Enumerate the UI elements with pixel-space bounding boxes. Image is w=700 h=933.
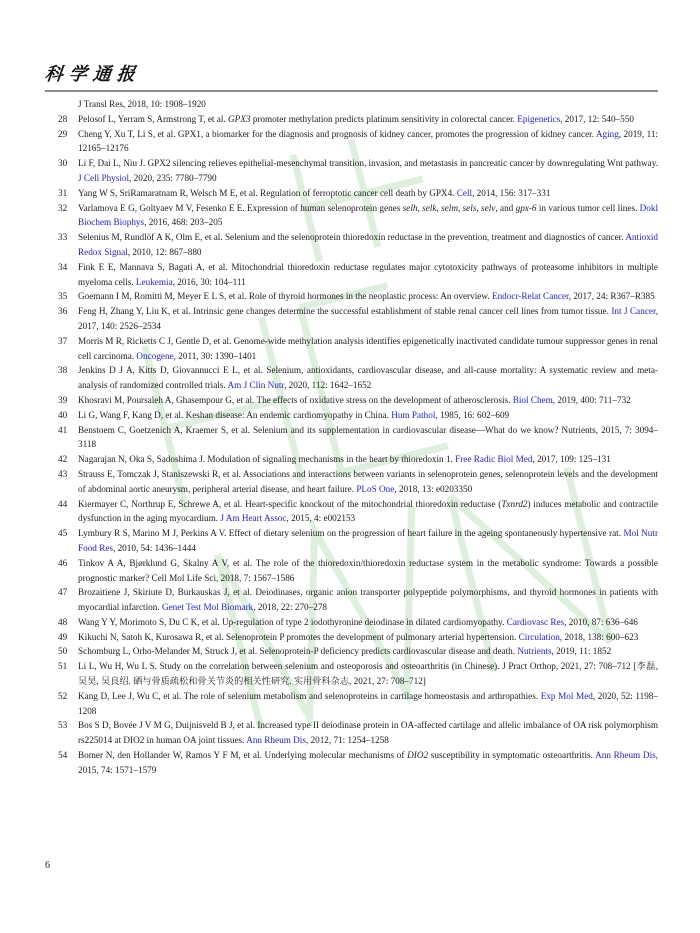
reference-text: , 2012, 71: 1254–1258 — [305, 735, 389, 746]
reference-item — [45, 526, 658, 556]
gene-name-italic: sels — [462, 202, 477, 213]
reference-text: Strauss E, Tomczak J, Staniszewski R, et al. Associations and interactions between variants in selenoprotein genes, selenoprotein levels and the development of abdominal aortic aneurysm, peripheral arterial disease, and heart failure. — [78, 468, 658, 494]
reference-number: 30 — [58, 158, 68, 169]
reference-number: 41 — [58, 424, 68, 435]
reference-text: Brozaitiene J, Skiriute D, Burkauskas J, et al. Deiodinases, organic anion transporter polypeptide polymorphisms, and thyroid hormones in patients with myocardial infarction. — [78, 587, 658, 613]
gene-name-italic: GPX3 — [227, 113, 251, 124]
reference-text: , — [436, 202, 442, 213]
reference-item — [45, 467, 658, 497]
reference-text: , 2018, 138: 600–623 — [559, 631, 639, 642]
reference-text: Feng H, Zhang Y, Liu K, et al. Intrinsic gene changes determine the successful establishment of stable renal cancer cell lines from tumor tissue. — [78, 306, 612, 317]
reference-item — [45, 585, 658, 615]
reference-item — [45, 644, 658, 659]
reference-text: , 2014, 156: 317–331 — [472, 187, 551, 198]
reference-text: , 2018, 22: 270–278 — [253, 602, 328, 613]
reference-text: , 2020, 52: 1198–1208 — [78, 690, 658, 716]
journal-link[interactable]: Leukemia — [135, 276, 173, 287]
reference-item — [45, 748, 658, 778]
journal-link[interactable]: Int J Cancer — [611, 306, 656, 317]
reference-text: Li L, Wu H, Wu L S. Study on the correlation between selenium and osteoporosis and osteoarthritis (in Chinese). J Pract Orthop, 2021, 27: 708–712 [李磊, 吴昊, 吴良绍. 硒与骨质疏松和骨关节炎的相关性研究. 实用骨科杂志, 2021, 27: 708–712] — [78, 661, 658, 687]
reference-text: Kang D, Lee J, Wu C, et al. The role of selenium metabolism and selenoproteins in cartilage homeostasis and arthropathies. — [78, 690, 541, 701]
journal-link[interactable]: Ann Rheum Dis — [595, 750, 656, 761]
journal-link[interactable]: Dokl Biochem Biophys — [78, 202, 659, 228]
reference-text: , 2015, 4: e002153 — [286, 513, 356, 524]
reference-number: 35 — [58, 291, 68, 302]
reference-number: 49 — [58, 631, 68, 642]
reference-text: , 2010, 12: 867–880 — [127, 246, 202, 257]
journal-link[interactable]: Free Radic Biol Med — [455, 454, 533, 465]
journal-link[interactable]: J Am Heart Assoc — [220, 513, 287, 524]
reference-item — [45, 112, 658, 127]
reference-text: Bos S D, Bovée J V M G, Duijnisveld B J, et al. Increased type II deiodinase protein in OA-affected cartilage and allelic imbalance of OA risk polymorphism rs225014 at DIO2 in human OA joint tissues. — [78, 720, 658, 746]
reference-item — [45, 689, 658, 719]
reference-number: 29 — [58, 128, 68, 139]
reference-number: 33 — [58, 232, 68, 243]
reference-text: Khosravi M, Poursaleh A, Ghasempour G, et al. The effects of oxidative stress on the development of atherosclerosis. — [78, 394, 513, 405]
reference-text: , 2016, 468: 203–205 — [144, 217, 223, 228]
reference-text: Li F, Dai L, Niu J. GPX2 silencing relieves epithelial-mesenchymal transition, invasion, and metastasis in pancreatic cancer by downregulating Wnt pathway. — [78, 158, 658, 169]
reference-text: , 2019, 400: 711–732 — [552, 394, 631, 405]
reference-item — [45, 718, 658, 748]
reference-item — [45, 452, 658, 467]
reference-number: 48 — [58, 616, 68, 627]
reference-text: , 2015, 74: 1571–1579 — [78, 750, 658, 775]
journal-link[interactable]: Epigenetics — [517, 113, 561, 124]
reference-item — [45, 556, 658, 586]
reference-number: 52 — [58, 690, 68, 701]
reference-text: , 2017, 140: 2526–2534 — [78, 306, 658, 331]
reference-item — [45, 615, 658, 630]
reference-item — [45, 97, 658, 112]
reference-number: 28 — [58, 113, 68, 124]
gene-name-italic: selk — [422, 202, 437, 213]
reference-text: Tinkov A A, Bjørklund G, Skalny A V, et al. The role of the thioredoxin/thioredoxin reductase system in the metabolic syndrome: Towards a possible prognostic marker? Cell Mol Life Sci, 2018, 7: 1567–1586 — [78, 557, 658, 583]
reference-text: , 2019, 11: 12165–12176 — [78, 128, 658, 154]
gene-name-italic: Txnrd2 — [501, 498, 528, 509]
reference-item — [45, 156, 658, 186]
reference-text: , 2018, 13: e0203350 — [394, 483, 473, 494]
reference-text: Fink E E, Mannava S, Bagati A, et al. Mitochondrial thioredoxin reductase regulates major cytotoxicity pathways of proteasome inhibitors in multiple myeloma cells. — [78, 261, 658, 287]
reference-number: 46 — [58, 557, 68, 568]
reference-number: 45 — [58, 528, 68, 539]
reference-text: ) induces metabolic and contractile dysfunction in the aging myocardium. — [78, 498, 659, 524]
reference-text: Kiermayer C, Northrup E, Schrewe A, et al. Heart-specific knockout of the mitochondrial thioredoxin reductase ( — [78, 498, 502, 509]
journal-link[interactable]: Oncogene — [136, 350, 174, 361]
journal-link[interactable]: Exp Mol Med — [540, 690, 593, 701]
journal-link[interactable]: Ann Rheum Dis — [246, 735, 306, 746]
gene-name-italic: selv — [481, 202, 496, 213]
reference-item — [45, 630, 658, 645]
gene-name-italic: DIO2 — [407, 750, 429, 761]
reference-item — [45, 260, 658, 290]
page-number: 6 — [45, 860, 50, 871]
reference-item — [45, 423, 658, 453]
reference-text: , 2019, 11: 1852 — [551, 646, 612, 657]
reference-text: , 2011, 30: 1390–1401 — [173, 350, 257, 361]
reference-text: , 2020, 112: 1642–1652 — [284, 380, 372, 391]
reference-text: Varlamova E G, Goltyaev M V, Fesenko E E. Expression of human selenoprotein genes — [78, 202, 403, 213]
reference-text: , — [457, 202, 463, 213]
reference-text: Benstoem C, Goetzenich A, Kraemer S, et al. Selenium and its supplementation in cardiovascular disease—What do we know? Nutrients, 2015, 7: 3094–3118 — [78, 424, 658, 450]
reference-text: , 2017, 109: 125–131 — [532, 454, 611, 465]
journal-link[interactable]: J Cell Physiol — [78, 172, 130, 183]
reference-text: , and — [495, 202, 516, 213]
reference-text: , 2016, 30: 104–111 — [172, 276, 246, 287]
gene-name-italic: selm — [441, 202, 458, 213]
reference-number: 44 — [58, 498, 68, 509]
reference-text: in various tumor cell lines. — [536, 202, 640, 213]
reference-text: , 2020, 235: 7780–7790 — [129, 172, 217, 183]
journal-link[interactable]: Am J Clin Nutr — [227, 380, 285, 391]
reference-text: , 2017, 24: R367–R385 — [568, 291, 655, 302]
reference-text: Cheng Y, Xu T, Li S, et al. GPX1, a biomarker for the diagnosis and prognosis of kidney cancer, promotes the progression of kidney cancer. — [78, 128, 596, 139]
reference-text: Selenius M, Rundlöf A K, Olm E, et al. Selenium and the selenoprotein thioredoxin reductase in the prevention, treatment and diagnostics of cancer. — [78, 232, 626, 243]
reference-number: 54 — [58, 750, 68, 761]
reference-item — [45, 408, 658, 423]
reference-number: 40 — [58, 409, 68, 420]
reference-number: 42 — [58, 454, 68, 465]
journal-link[interactable]: Cell — [456, 187, 473, 198]
journal-logo: 科学通报 — [43, 64, 142, 85]
reference-number: 37 — [58, 335, 68, 346]
journal-link[interactable]: Endocr-Relat Cancer — [491, 291, 569, 302]
reference-text: Lymbury R S, Marino M J, Perkins A V. Effect of dietary selenium on the progression of heart failure in the ageing spontaneously hypertensive rat. — [78, 528, 624, 539]
reference-number: 50 — [58, 646, 68, 657]
page-header — [45, 60, 658, 92]
journal-link[interactable]: Mol Nutr Food Res — [78, 528, 658, 553]
reference-text: Wang Y Y, Morimoto S, Du C K, et al. Up-regulation of type 2 iodothyronine deiodinase in dilated cardiomyopathy. — [78, 616, 507, 627]
reference-text: Li G, Wang F, Kang D, et al. Keshan disease: An endemic cardiomyopathy in China. — [78, 409, 392, 420]
reference-item — [45, 186, 658, 201]
reference-text: Kikuchi N, Satoh K, Kurosawa R, et al. Selenoprotein P promotes the development of pulmonary arterial hypertension. — [78, 631, 519, 642]
journal-link[interactable]: Antioxid Redox Signal — [78, 232, 658, 257]
reference-text: J Transl Res, 2018, 10: 1908–1920 — [78, 99, 206, 109]
journal-link[interactable]: PLoS One — [356, 483, 395, 494]
journal-link[interactable]: Aging — [595, 128, 619, 139]
reference-text: Morris M R, Ricketts C J, Gentle D, et al. Genome-wide methylation analysis identifies epigenetically inactivated candidate tumour suppressor genes in renal cell carcinoma. — [78, 335, 658, 361]
reference-text: promoter methylation predicts platinum sensitivity in colorectal cancer. — [250, 113, 518, 124]
reference-item — [45, 659, 658, 689]
reference-text: Yang W S, SriRamaratnam R, Welsch M E, et al. Regulation of ferroptotic cancer cell death by GPX4. — [78, 187, 457, 198]
reference-text: , 2010, 87: 636–646 — [564, 616, 638, 627]
journal-link[interactable]: Cardiovasc Res — [506, 616, 565, 627]
reference-number: 51 — [58, 661, 68, 672]
reference-text: , 1985, 16: 602–609 — [435, 409, 510, 420]
gene-name-italic: gpx-6 — [515, 202, 537, 213]
reference-number: 43 — [58, 468, 68, 479]
reference-item — [45, 363, 658, 393]
reference-text: Goemann I M, Romitti M, Meyer E L S, et al. Role of thyroid hormones in the neoplastic process: An overview. — [78, 291, 492, 302]
reference-text: , — [476, 202, 482, 213]
reference-text: Bomer N, den Hollander W, Ramos Y F M, et al. Underlying molecular mechanisms of — [78, 750, 408, 761]
reference-item — [45, 304, 658, 334]
reference-text: Nagarajan N, Oka S, Sadoshima J. Modulation of signaling mechanisms in the heart by thioredoxin 1. — [78, 454, 456, 465]
reference-number: 39 — [58, 394, 68, 405]
reference-number: 32 — [58, 202, 68, 213]
reference-text: , — [417, 202, 423, 213]
journal-link[interactable]: Hum Pathol — [391, 409, 436, 420]
reference-list — [45, 97, 658, 778]
reference-number: 53 — [58, 720, 68, 731]
reference-item — [45, 334, 658, 364]
reference-number: 31 — [58, 187, 68, 198]
reference-item — [45, 230, 658, 260]
header-rule — [45, 90, 658, 92]
journal-link[interactable]: Circulation — [518, 631, 560, 642]
reference-item — [45, 393, 658, 408]
gene-name-italic: selh — [402, 202, 418, 213]
reference-text: Schomburg L, Orho-Melander M, Struck J, et al. Selenoprotein-P deficiency predicts cardiovascular disease and death. — [78, 646, 518, 657]
reference-text: Pelosof L, Yerram S, Armstrong T, et al. — [78, 113, 228, 124]
reference-text: susceptibility in symptomatic osteoarthritis. — [428, 750, 596, 761]
journal-link[interactable]: Nutrients — [517, 646, 552, 657]
reference-number: 36 — [58, 306, 68, 317]
reference-item — [45, 497, 658, 527]
reference-number: 38 — [58, 365, 68, 376]
reference-number: 47 — [58, 587, 68, 598]
reference-item — [45, 201, 658, 231]
journal-link[interactable]: Genet Test Mol Biomark — [161, 602, 254, 613]
journal-link[interactable]: Biol Chem — [512, 394, 553, 405]
reference-text: , 2017, 12: 540–550 — [560, 113, 634, 124]
reference-text: Jenkins D J A, Kitts D, Giovannucci E L, et al. Selenium, antioxidants, cardiovascular disease, and all-cause mortality: A systematic review and meta-analysis of randomized controlled trials. — [78, 365, 658, 391]
reference-item — [45, 127, 658, 157]
reference-text: , 2010, 54: 1436–1444 — [112, 542, 196, 553]
reference-item — [45, 289, 658, 304]
reference-number: 34 — [58, 261, 68, 272]
